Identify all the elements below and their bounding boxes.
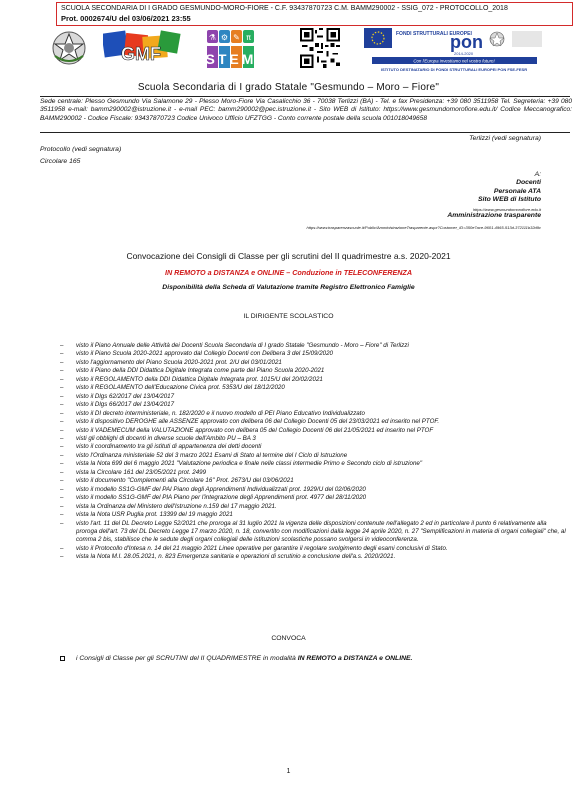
stem-logo-icon [205, 28, 257, 72]
recipients-block [478, 171, 541, 205]
dash-bullet-icon: – [60, 460, 64, 468]
dash-bullet-icon: – [60, 485, 64, 493]
document-title: Convocazione dei Consigli di Classe per gli scrutini del II quadrimestre a.s. 2020-2021 [126, 251, 451, 261]
document-subtitle-valutazione: Disponibilità della Scheda di Valutazione tramite Registro Elettronico Famiglie [162, 284, 415, 291]
gmf-logo-icon [103, 30, 181, 70]
visto-item-text: visto il dispositivo DEROGHE alle ASSENZE approvato con delibera 06 del Collegio Docenti 05 del 23/03/2021 ed inserito nel PTOF. [76, 418, 440, 426]
logo-row [0, 26, 577, 78]
visto-item [60, 494, 568, 502]
circolare-number: Circolare 165 [40, 158, 81, 165]
visto-item [60, 427, 568, 435]
visto-item-text: visto il Piano Scuola 2020-2021 approvato dal Collegio Docenti con Delibera 3 del 15/09/2020 [76, 350, 333, 358]
visto-item [60, 435, 568, 443]
amministrazione-url-link[interactable]: https://www.trasparenzascuole.it/Public/AmministrazioneTrasparente.aspx?Customer_ID=350e7ace-9601-4965-513d-372111b32d9c [306, 225, 541, 230]
protocol-reference: Protocollo (vedi segnatura) [40, 146, 122, 153]
protocol-stamp-line2: Prot. 0002674/U del 03/06/2021 23:55 [61, 14, 191, 23]
pon-logo-text: pon [450, 32, 483, 52]
visto-item [60, 503, 568, 511]
pon-years: 2014-2020 [454, 51, 474, 56]
visto-item-text: visto il DI decreto interministeriale, n. 182/2020 e il nuovo modello di PEI Piano Educativo Individualizzato [76, 409, 365, 417]
school-contact-info: Sede centrale: Plesso Gesmundo Via Salamone 29 - Plesso Moro-Fiore Via Casalicchio 36 - 70038 Terlizzi (BA) - Tel. e fax Presidenza: +39 080 3511958 Tel. Segreteria: +39 080 3511958 e-mail: bamm290002@istruzione.it - e-mail PEC: bamm290002@pec.istruzione.it - Sito WEB di Istituto: https://www.gesmundomorofiore.edu.it/ Codice Meccanografico: BAMM290002 - Codice Fiscale: 93437870723 Codice Univoco Ufficio UFZTGG - Conto corrente postale della scuola 001018049658 [40, 98, 572, 122]
visto-list [60, 342, 568, 562]
gmf-logo [103, 30, 181, 70]
pon-banner [362, 26, 547, 74]
page-number: 1 [286, 768, 291, 775]
svg-text:⚙: ⚙ [220, 33, 229, 42]
dash-bullet-icon: – [60, 502, 64, 510]
stem-logo [205, 28, 257, 72]
visto-item-text: visto l'art. 11 del DL Decreto Legge 52/2021 che proroga al 31 luglio 2021 la vigenza delle disposizioni contenute nell'allegato 2 ed in particolare il punto 6 relativamente alla proroga dell'art. 73 del DL Decreto Legge 17 marzo 2020, n. 18, convertito con modificazioni dalla legge 24 aprile 2020, n. 27 "Semplificazioni in materia di organi collegiali" che, al comma 2 bis, stabilisce che le sedute degli organi collegiali delle istituzioni scolastiche possano svolgersi in videoconferenza. [76, 519, 566, 544]
document-subtitle-remote: IN REMOTO a DISTANZA e ONLINE – Conduzione in TELECONFERENZA [164, 268, 413, 277]
recipient-ata: Personale ATA [493, 187, 541, 195]
dash-bullet-icon: – [60, 409, 64, 417]
sito-url-link[interactable]: https://www.gesmundomorofiore.edu.it [472, 207, 541, 212]
visto-item [60, 443, 568, 451]
visto-item [60, 553, 568, 561]
place-signature: Terlizzi (vedi segnatura) [469, 135, 541, 142]
visto-item-text: visto il Piano della DDI Didattica Digitale Integrata come parte del Piano Scuola 2020-2021 [76, 367, 325, 375]
visto-item-text: visto il Protocollo d'Intesa n. 14 del 21 maggio 2021 Linee operative per garantire il regolare svolgimento degli esami conclusivi di Stato. [76, 544, 448, 552]
visto-item-text: visto il REGOLAMENTO della DDI Didattica Digitale Integrata prot. 1015/U del 20/02/2021 [76, 375, 323, 383]
convoca-item-text: i Consigli di Classe per gli SCRUTINI del II QUADRIMESTRE in modalità [76, 655, 296, 662]
stem-logo-text: STEM [205, 51, 257, 67]
dash-bullet-icon: – [60, 544, 64, 552]
recipient-sito: Sito WEB di Istituto [477, 196, 541, 204]
visto-item-text: vista la Circolare 161 del 23/05/2021 prot. 2499 [76, 468, 207, 476]
visto-item-text: visto il REGOLAMENTO dell'Educazione Civica prot. 5353/U del 18/12/2020 [76, 384, 285, 392]
visto-item-text: visto il VADEMECUM della VALUTAZIONE approvato con delibera 05 del Collegio Docenti 06 del 21/05/2021 ed inserito nel PTOF [76, 426, 434, 434]
recipient-amministrazione: Amministrazione trasparente [447, 212, 541, 219]
visto-item [60, 376, 568, 384]
visto-item [60, 486, 568, 494]
dash-bullet-icon: – [60, 384, 64, 392]
visto-item [60, 401, 568, 409]
visto-item [60, 469, 568, 477]
visto-item [60, 452, 568, 460]
visto-item [60, 410, 568, 418]
qr-code-icon [300, 28, 340, 68]
pon-caption: ISTITUTO DESTINATARIO DI FONDI STRUTTURALI EUROPEI PON FSE-FESR [380, 67, 528, 72]
visto-item [60, 418, 568, 426]
gmf-logo-text: GMF [121, 44, 161, 64]
visto-item-text: visto il modello SS1G-GMF del PAI Piano degli Apprendimenti Individualizzati prot. 1929/U del 02/06/2020 [76, 485, 366, 493]
convoca-item-mode: IN REMOTO a DISTANZA e ONLINE. [297, 655, 413, 662]
visto-item [60, 520, 568, 545]
visto-item-text: visto l'aggiornamento del Piano Scuola 2020-2021 prot. 2/U del 03/01/2021 [76, 358, 282, 366]
visto-item-text: vista la Nota M.I. 28.05.2021, n. 823 Emergenza sanitaria e operazioni di scrutinio a conclusione dell'a.s. 2020/2021. [76, 553, 396, 561]
visto-item-text: visto il coordinamento tra gli istituti di appartenenza dei detti docenti [76, 443, 262, 451]
recipient-docenti: Docenti [516, 179, 541, 187]
visto-item-text: vista la Ordinanza del Ministero dell'Istruzione n.159 del 17 maggio 2021. [76, 502, 277, 510]
dash-bullet-icon: – [60, 553, 64, 561]
visto-item-text: vista la Nota 699 del 6 maggio 2021 "Valutazione periodica e finale nelle classi intermedie Primo e Secondo ciclo di istruzione" [76, 460, 423, 468]
dirigente-heading: IL DIRIGENTE SCOLASTICO [243, 313, 334, 320]
protocol-stamp-line1: SCUOLA SECONDARIA DI I GRADO GESMUNDO-MORO-FIORE - C.F. 93437870723 C.M. BAMM290002 - SSIG_072 - PROTOCOLLO_2018 [61, 5, 508, 12]
visto-item-text: visto il Piano Annuale delle Attività dei Docenti Scuola Secondaria di I grado Statale "Gesmundo - Moro – Fiore" di Terlizzi [76, 342, 409, 349]
visto-item [60, 350, 568, 358]
dash-bullet-icon: – [60, 401, 64, 409]
dash-bullet-icon: – [60, 494, 64, 502]
visto-item [60, 545, 568, 553]
visto-item-text: vista la Nota USR Puglia prot. 13399 del 19 maggio 2021 [76, 511, 233, 519]
visto-item [60, 367, 568, 375]
dash-bullet-icon: – [60, 519, 64, 527]
svg-text:✎: ✎ [233, 33, 240, 42]
dash-bullet-icon: – [60, 434, 64, 442]
visto-item [60, 477, 568, 485]
pon-fondi-label: FONDI STRUTTURALI EUROPEI [396, 31, 472, 37]
protocol-stamp [56, 2, 573, 26]
convoca-item [60, 655, 568, 662]
visto-item [60, 384, 568, 392]
visto-item [60, 511, 568, 519]
visto-item [60, 359, 568, 367]
svg-text:⚗: ⚗ [208, 33, 217, 42]
dash-bullet-icon: – [60, 358, 64, 366]
dash-bullet-icon: – [60, 392, 64, 400]
pon-banner-text: Con l'Europa investiamo nel vostro futuro! [413, 58, 495, 64]
dash-bullet-icon: – [60, 375, 64, 383]
dash-bullet-icon: – [60, 342, 64, 349]
dash-bullet-icon: – [60, 511, 64, 519]
visto-item [60, 393, 568, 401]
checkbox-bullet-icon [60, 656, 65, 661]
convoca-heading: CONVOCA [271, 635, 306, 642]
visto-item-text: visto il modello SS1G-GMF del PIA Piano per l'integrazione degli Apprendimenti prot. 4977 del 28/11/2020 [76, 494, 367, 502]
dash-bullet-icon: – [60, 367, 64, 375]
dash-bullet-icon: – [60, 443, 64, 451]
svg-text:π: π [246, 33, 251, 42]
header-divider-bottom [40, 132, 570, 133]
dash-bullet-icon: – [60, 451, 64, 459]
school-name: Scuola Secondaria di I grado Statale "Gesmundo – Moro – Fiore" [137, 82, 440, 93]
dash-bullet-icon: – [60, 426, 64, 434]
visto-item-text: visto il Dlgs 62/2017 del 13/04/2017 [76, 392, 175, 400]
dash-bullet-icon: – [60, 418, 64, 426]
visto-item-text: visti gli obblighi di docenti in diverse scuole dell'Ambito PU – BA 3 [76, 434, 256, 442]
pon-banner-icon [362, 26, 547, 74]
recipients-a-label: A: [534, 171, 541, 178]
visto-item [60, 460, 568, 468]
visto-item-text: visto il Dlgs 66/2017 del 13/04/2017 [76, 401, 175, 409]
dash-bullet-icon: – [60, 350, 64, 358]
visto-item-text: visto il documento "Complementi alla Circolare 16" Prot. 2673/U del 03/06/2021 [76, 477, 294, 485]
dash-bullet-icon: – [60, 468, 64, 476]
visto-item [60, 342, 568, 350]
italian-republic-emblem-icon [50, 28, 88, 66]
dash-bullet-icon: – [60, 477, 64, 485]
visto-item-text: visto l'Ordinanza ministeriale 52 del 3 marzo 2021 Esami di Stato al termine del I Ciclo di Istruzione [76, 451, 348, 459]
header-divider-top [40, 96, 570, 97]
